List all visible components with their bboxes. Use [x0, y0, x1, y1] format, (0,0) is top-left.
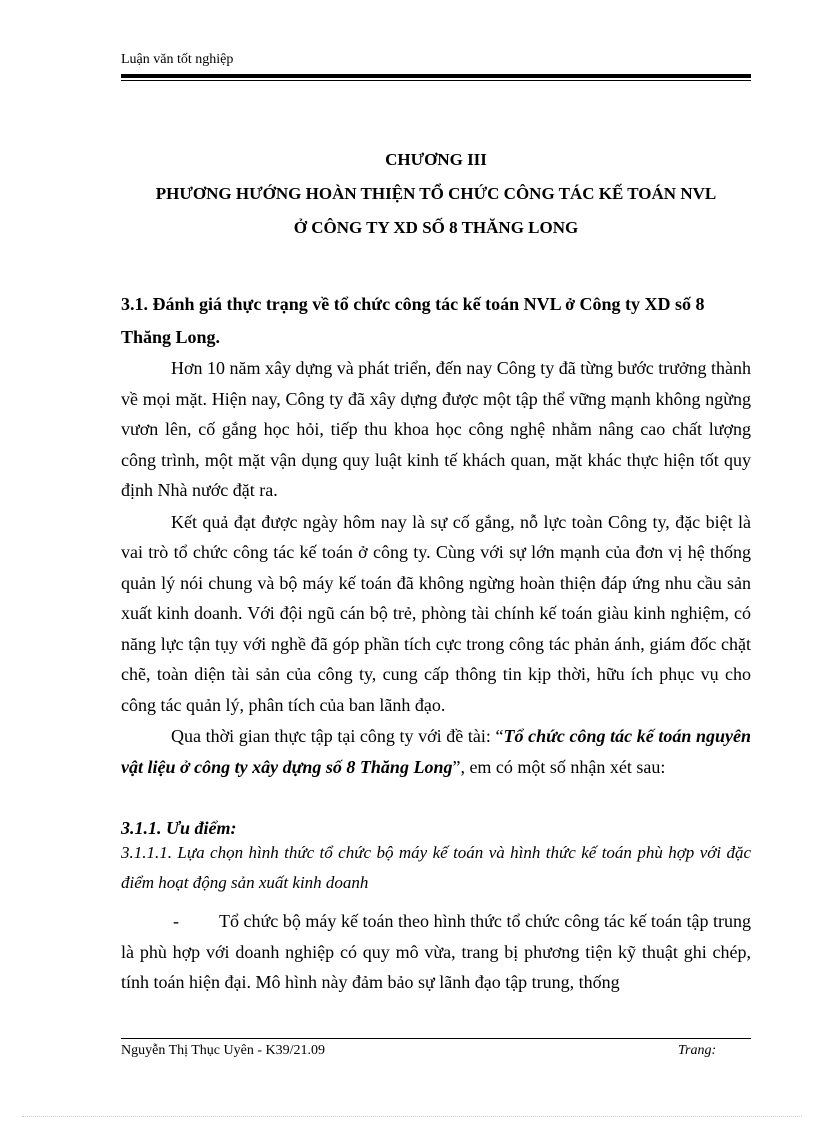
bullet-text: Tổ chức bộ máy kế toán theo hình thức tổ chức công tác kế toán tập trung là phù hợp với doanh nghiệp có quy mô vừa, trang bị phương tiện kỹ thuật ghi chép, tính toán hiện đại. Mô hình này đảm bảo sự lãnh đạo tập trung, thống [121, 911, 751, 992]
chapter-title-line2: Ở CÔNG TY XD SỐ 8 THĂNG LONG [293, 218, 579, 237]
subsection-heading: 3.1.1. Ưu điểm: [121, 818, 237, 838]
paragraph-3-start: Qua thời gian thực tập tại công ty với đề tài: “ [171, 726, 504, 746]
paragraph-3 [121, 721, 751, 782]
footer-page-label: Trang: [678, 1043, 717, 1058]
chapter-title-line1: PHƯƠNG HƯỚNG HOÀN THIỆN TỔ CHỨC CÔNG TÁC KẾ TOÁN NVL [155, 184, 717, 203]
body-paragraphs [121, 353, 751, 782]
header-rule-thin [121, 80, 751, 81]
section-title-line1: 3.1. Đánh giá thực trạng về tổ chức công tác kế toán NVL ở Công ty XD số 8 [121, 294, 705, 314]
footer-author: Nguyễn Thị Thục Uyên - K39/21.09 [121, 1043, 326, 1058]
page-edge-dotted-line [22, 1116, 802, 1117]
running-header: Luận văn tốt nghiệp [121, 52, 234, 67]
paragraph-1: Hơn 10 năm xây dựng và phát triển, đến nay Công ty đã từng bước trưởng thành về mọi mặt. Hiện nay, Công ty đã xây dựng được một tập thể vững mạnh không ngừng vươn lên, cố gắng học hỏi, tiếp thu khoa học công nghệ nhằm nâng cao chất lượng công trình, một mặt vận dụng quy luật kinh tế khách quan, mặt khác thực hiện tốt quy định Nhà nước đặt ra. [121, 358, 751, 500]
footer-rule [121, 1038, 751, 1039]
bullet-paragraph [121, 906, 751, 998]
paragraph-3-end: ”, em có một số nhận xét sau: [452, 756, 666, 777]
bullet-dash: - [173, 911, 179, 931]
thesis-topic: Tổ chức công tác kế toán nguyên vật liệu ở công ty xây dựng số 8 Thăng Long [121, 726, 751, 777]
chapter-number: CHƯƠNG III [385, 150, 487, 169]
section-heading [121, 288, 753, 354]
subsection-item: 3.1.1.1. Lựa chọn hình thức tổ chức bộ máy kế toán và hình thức kế toán phù hợp với đặc điểm hoạt động sản xuất kinh doanh [121, 843, 751, 892]
section-title-line2: Thăng Long. [121, 327, 221, 347]
header-rule-thick [121, 74, 751, 78]
paragraph-2: Kết quả đạt được ngày hôm nay là sự cố gắng, nỗ lực toàn Công ty, đặc biệt là vai trò tổ chức công tác kế toán ở công ty. Cùng với sự lớn mạnh của đơn vị hệ thống quản lý nói chung và bộ máy kế toán đã không ngừng hoàn thiện đáp ứng nhu cầu sản xuất kinh doanh. Với đội ngũ cán bộ trẻ, phòng tài chính kế toán giàu kinh nghiệm, có năng lực tận tụy với nghề đã góp phần tích cực trong công tác phản ánh, giám đốc chặt chẽ, toàn diện tài sản của công ty, cung cấp thông tin kịp thời, hữu ích phục vụ cho công tác quản lý, phân tích của ban lãnh đạo. [121, 511, 751, 715]
